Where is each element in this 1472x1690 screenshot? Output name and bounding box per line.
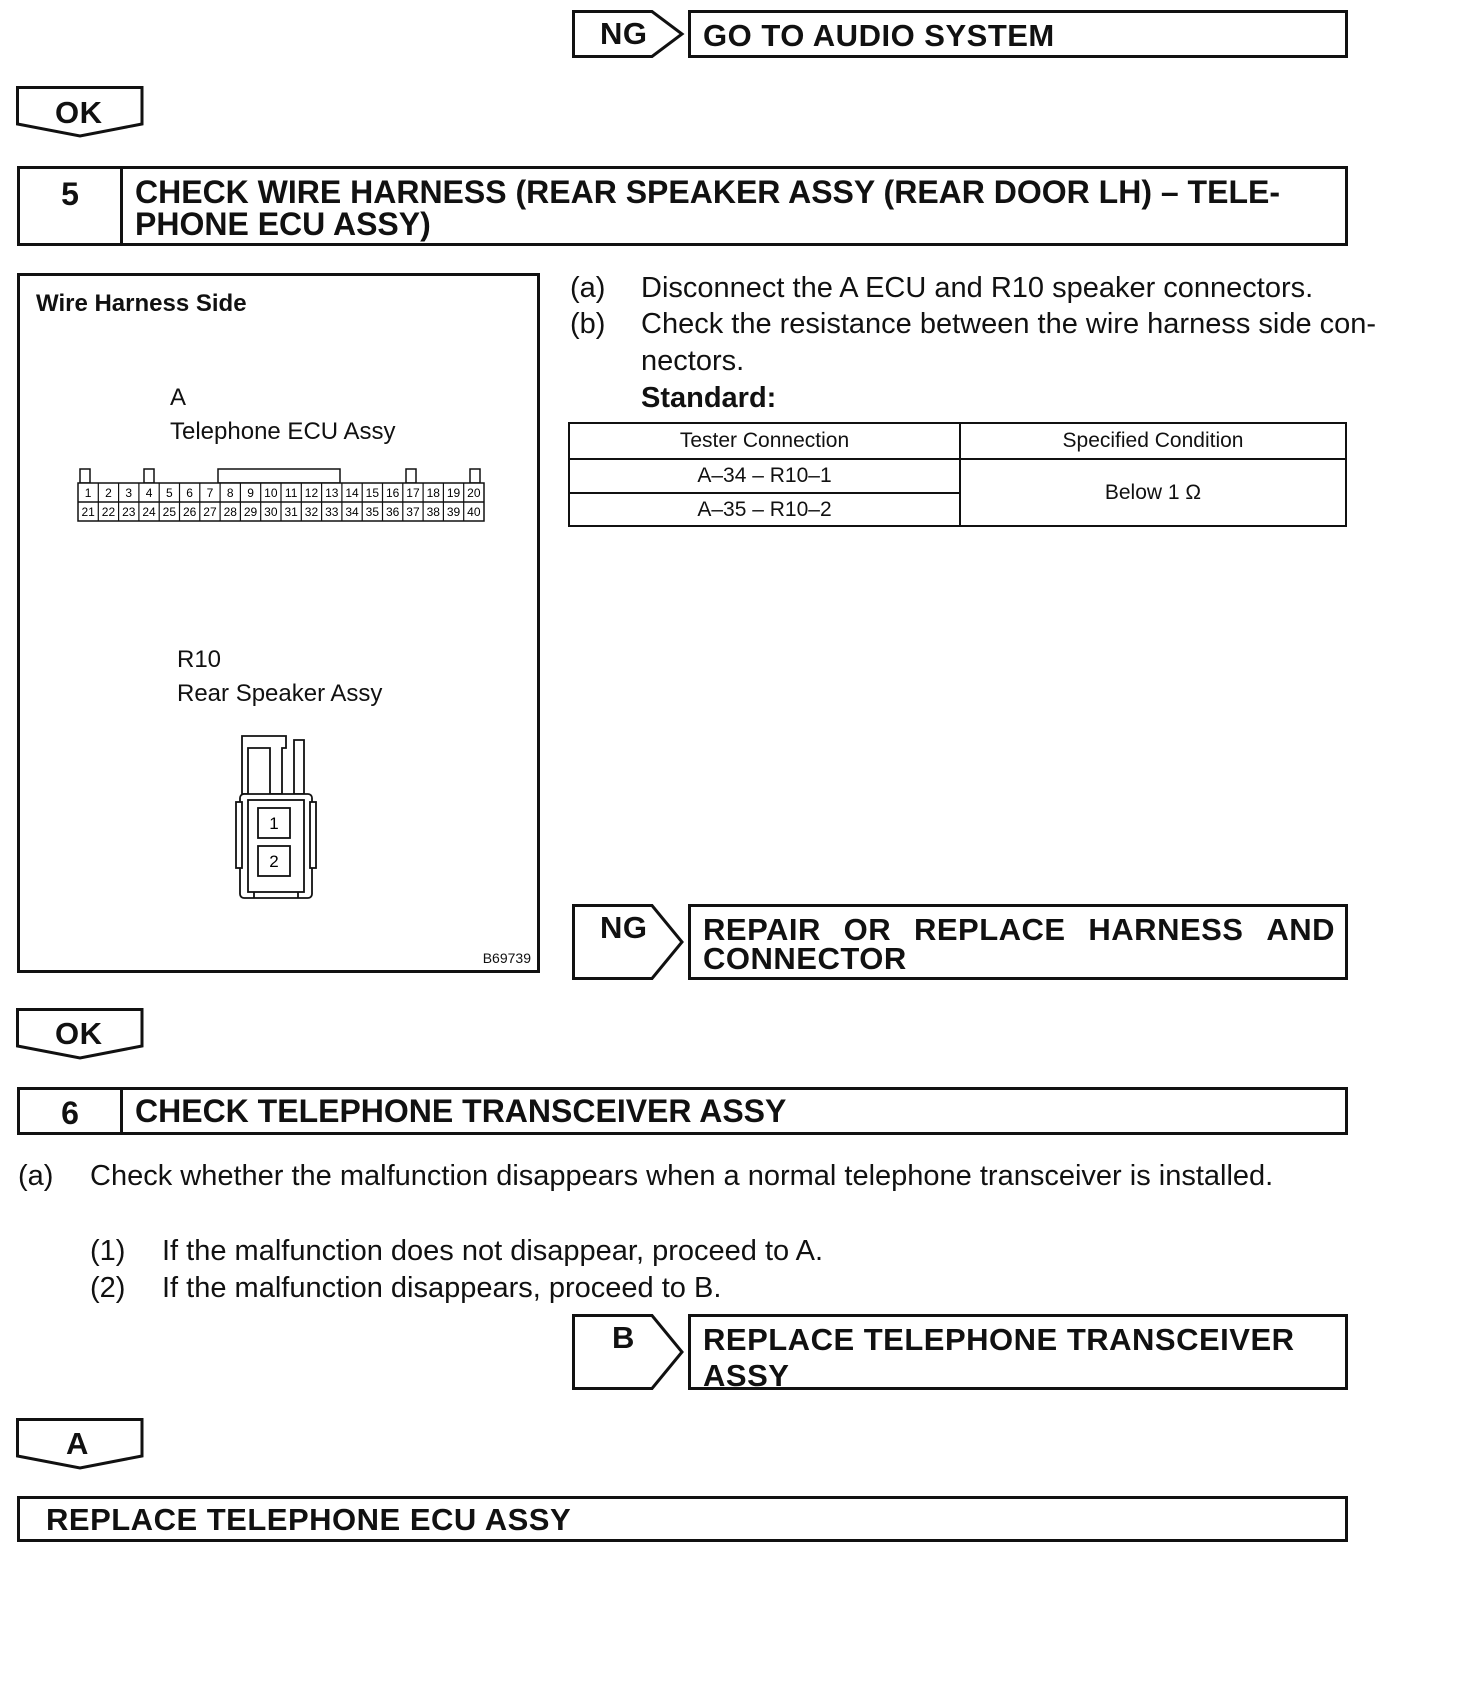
instr-b-line1: Check the resistance between the wire harness side con- — [641, 308, 1377, 340]
table-row — [569, 459, 1346, 493]
connector-pin: 2 — [105, 486, 112, 500]
ng-tag-label: NG — [600, 910, 648, 945]
connector-pin: 9 — [247, 486, 254, 500]
table-cell-connection: A–34 – R10–1 — [569, 459, 960, 493]
instr-a-label: (a) — [570, 272, 606, 304]
connector-r10-name: Rear Speaker Assy — [177, 680, 383, 707]
b-result-text: REPLACE TELEPHONE TRANSCEIVER ASSY — [703, 1322, 1295, 1393]
connector-pin: 16 — [385, 486, 400, 500]
final-result-text: REPLACE TELEPHONE ECU ASSY — [46, 1502, 572, 1537]
table-cell-connection: A–35 – R10–2 — [569, 493, 960, 526]
wire-harness-figure — [17, 273, 540, 973]
standard-label: Standard: — [641, 382, 777, 414]
table-header: Specified Condition — [960, 423, 1346, 459]
b-result-box — [688, 1314, 1348, 1393]
r10-pin-1: 1 — [269, 814, 279, 833]
connector-pin: 25 — [162, 505, 177, 519]
connector-pin: 38 — [426, 505, 440, 519]
ng-result-box — [688, 904, 1348, 980]
connector-pin: 20 — [467, 486, 481, 500]
r10-pin-2: 2 — [269, 852, 279, 871]
ng-result-word: OR — [843, 912, 892, 947]
ok-label: OK — [55, 95, 103, 130]
connector-pin: 33 — [325, 505, 339, 519]
ng-result-word: HARNESS — [1088, 912, 1244, 947]
step-5-header — [17, 166, 1348, 246]
connector-pin: 36 — [385, 505, 400, 519]
connector-pin: 11 — [284, 486, 298, 500]
step-divider — [120, 1090, 123, 1132]
ng-result-word: REPLACE — [913, 912, 1066, 947]
connector-a-name: Telephone ECU Assy — [170, 418, 396, 445]
connector-pin: 5 — [166, 486, 173, 500]
step-number: 6 — [61, 1095, 79, 1131]
table-header: Tester Connection — [569, 423, 960, 459]
step6-2-text: If the malfunction disappears, proceed to B. — [162, 1272, 722, 1304]
connector-pin: 23 — [122, 505, 136, 519]
step6-a-label: (a) — [18, 1160, 54, 1192]
ng-result-word: AND — [1266, 912, 1335, 947]
ng-result-box — [688, 10, 1348, 58]
connector-pin: 22 — [101, 505, 116, 519]
connector-pin: 15 — [365, 486, 380, 500]
table-header-row — [569, 423, 1346, 459]
connector-pin: 18 — [426, 486, 440, 500]
ng-tag-label: NG — [600, 16, 648, 51]
instr-a-text: Disconnect the A ECU and R10 speaker connectors. — [641, 272, 1314, 304]
connector-pin: 35 — [365, 505, 380, 519]
figure-heading: Wire Harness Side — [36, 290, 247, 317]
connector-pin: 17 — [406, 486, 420, 500]
connector-pin: 39 — [446, 505, 461, 519]
connector-pin: 21 — [81, 505, 95, 519]
ng-result-line2: CONNECTOR — [703, 941, 907, 976]
rear-speaker-connector — [234, 734, 324, 904]
telephone-ecu-connector — [76, 466, 486, 526]
connector-a-id: A — [170, 384, 187, 411]
connector-pin: 32 — [304, 505, 319, 519]
table-cell-condition: Below 1 Ω — [960, 459, 1346, 526]
instr-b-label: (b) — [570, 308, 606, 340]
final-result-box — [17, 1496, 1348, 1542]
connector-pin: 27 — [203, 505, 217, 519]
ng-result-word: REPAIR — [703, 912, 821, 947]
standard-table — [568, 422, 1347, 527]
connector-pin: 1 — [84, 486, 92, 500]
connector-pin: 31 — [284, 505, 298, 519]
step-title: CHECK TELEPHONE TRANSCEIVER ASSY — [135, 1093, 787, 1129]
step6-1-text: If the malfunction does not disappear, proceed to A. — [162, 1235, 823, 1267]
step-title-line2: PHONE ECU ASSY) — [135, 206, 431, 242]
connector-pin: 29 — [243, 505, 258, 519]
connector-pin: 34 — [345, 505, 359, 519]
step6-1-label: (1) — [90, 1235, 126, 1267]
connector-pin: 14 — [345, 486, 359, 500]
connector-pin: 40 — [467, 505, 481, 519]
connector-pin: 4 — [145, 486, 153, 500]
figure-code: B69739 — [482, 950, 531, 966]
connector-pin: 7 — [206, 486, 214, 500]
connector-pin: 3 — [125, 486, 133, 500]
connector-pin: 10 — [264, 486, 278, 500]
connector-r10-id: R10 — [177, 646, 222, 673]
connector-pin: 12 — [304, 486, 319, 500]
connector-pin: 6 — [186, 486, 193, 500]
step-divider — [120, 169, 123, 243]
step-number: 5 — [61, 176, 79, 212]
ng-result-text: GO TO AUDIO SYSTEM — [703, 18, 1055, 53]
connector-pin: 28 — [223, 505, 237, 519]
connector-pin: 24 — [142, 505, 156, 519]
step-title-line1: CHECK WIRE HARNESS (REAR SPEAKER ASSY (REAR DOOR LH) – TELE- — [135, 174, 1280, 210]
connector-pin: 26 — [182, 505, 197, 519]
connector-pin: 37 — [406, 505, 420, 519]
connector-pin: 8 — [226, 486, 234, 500]
a-arrow-label: A — [66, 1426, 89, 1461]
instr-b-line2: nectors. — [641, 345, 745, 377]
step6-a-text: Check whether the malfunction disappears when a normal telephone transceiver is installed. — [90, 1160, 1274, 1192]
b-tag-label: B — [612, 1320, 635, 1355]
step-6-header — [17, 1087, 1348, 1135]
ok-label: OK — [55, 1016, 103, 1051]
step6-2-label: (2) — [90, 1272, 126, 1304]
connector-pin: 19 — [446, 486, 461, 500]
connector-pin: 30 — [264, 505, 278, 519]
connector-pin: 13 — [325, 486, 339, 500]
